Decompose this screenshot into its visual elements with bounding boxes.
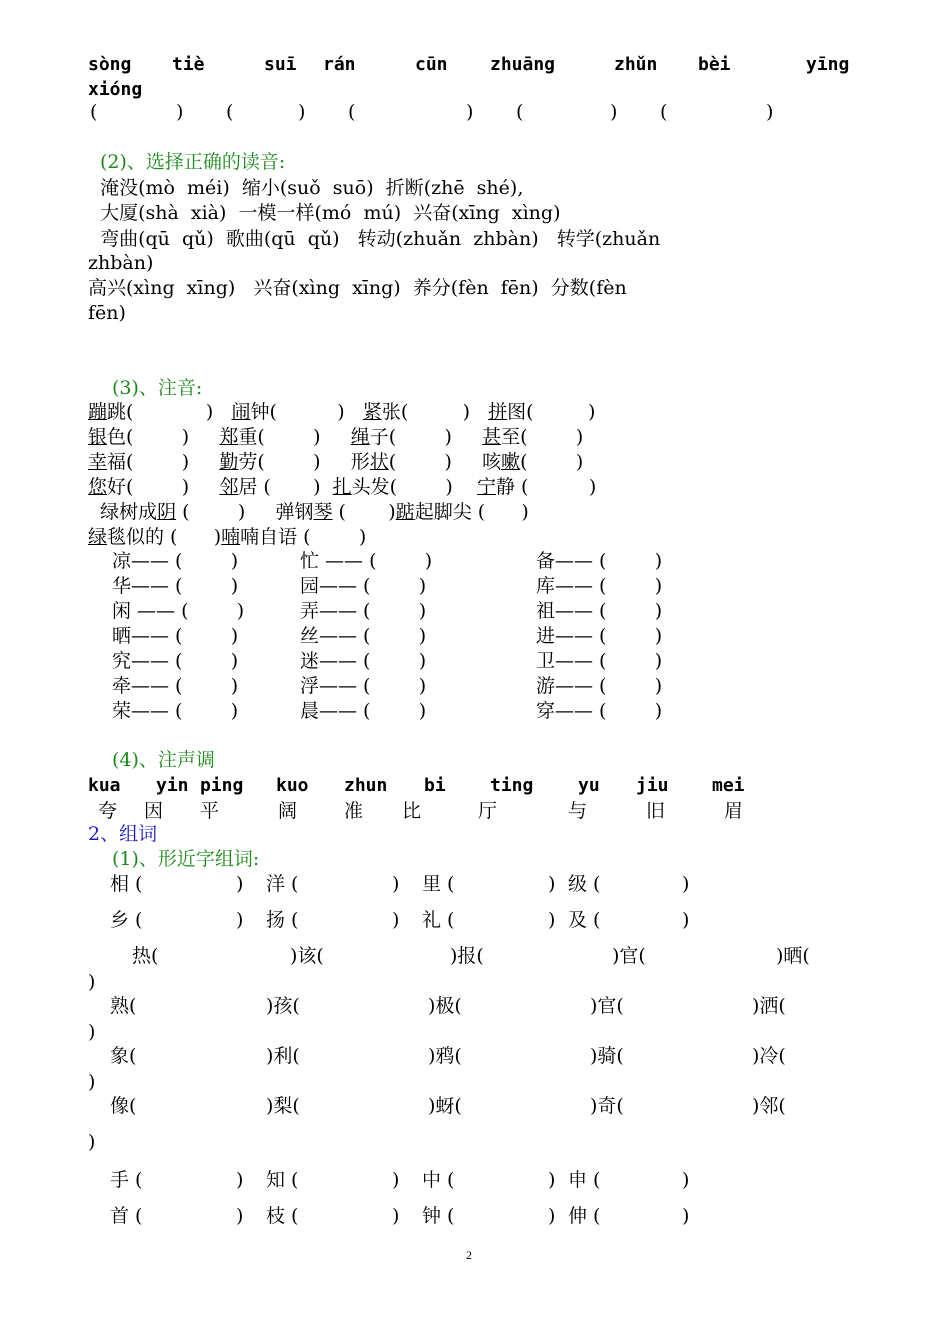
char-pair-item: 备—— ( ) bbox=[536, 550, 663, 572]
target-char: 拼 bbox=[488, 401, 508, 423]
zhuyin-text: ) bbox=[133, 451, 220, 473]
word-item: 热( bbox=[132, 945, 159, 967]
word-paren: ) bbox=[682, 1205, 690, 1227]
tone-pinyin: bi bbox=[424, 775, 446, 796]
word-item: 中 ( bbox=[422, 1169, 455, 1191]
word-item: 首 ( bbox=[110, 1205, 143, 1227]
target-char: 甚 bbox=[482, 426, 502, 448]
tone-char: 旧 bbox=[646, 800, 666, 822]
tone-pinyin: jiu bbox=[636, 775, 669, 796]
char-pair-item: 丝—— ( ) bbox=[300, 625, 427, 647]
answer-paren: ) bbox=[466, 101, 474, 123]
char-pair-item: 穿—— ( ) bbox=[536, 700, 663, 722]
char-pair-item: 迷—— ( ) bbox=[300, 650, 427, 672]
tone-char: 平 bbox=[200, 800, 220, 822]
zhuyin-text: 重( bbox=[238, 426, 265, 448]
target-char: 郑 bbox=[219, 426, 239, 448]
char-pair-item: 卫—— ( ) bbox=[536, 650, 663, 672]
pinyin-syllable: zhuāng bbox=[490, 54, 556, 75]
word-item: )鸦( bbox=[428, 1045, 462, 1067]
section-heading-reading: (2)、选择正确的读音: bbox=[100, 151, 286, 173]
zhuyin-row bbox=[88, 526, 366, 548]
section-heading-words: 2、组词 bbox=[88, 823, 158, 845]
tone-pinyin: ting bbox=[490, 775, 534, 796]
word-item: 礼 ( bbox=[422, 909, 455, 931]
char-pair-item: 进—— ( ) bbox=[536, 625, 663, 647]
subsection-heading-similar-chars: (1)、形近字组词: bbox=[112, 848, 260, 870]
word-item: 知 ( bbox=[266, 1169, 299, 1191]
zhuyin-row bbox=[88, 501, 529, 523]
word-item: 及 ( bbox=[568, 909, 601, 931]
zhuyin-text: 图( bbox=[507, 401, 534, 423]
zhuyin-text: 好( bbox=[107, 476, 134, 498]
word-paren: ) bbox=[236, 909, 244, 931]
zhuyin-text: 居 ( bbox=[238, 476, 271, 498]
tone-char: 与 bbox=[568, 800, 588, 822]
target-char: 踮 bbox=[395, 501, 415, 523]
char-pair-item: 游—— ( ) bbox=[536, 675, 663, 697]
target-char: 琴 bbox=[313, 501, 333, 523]
zhuyin-text: ) bbox=[133, 401, 232, 423]
word-item: 枝 ( bbox=[266, 1205, 299, 1227]
answer-paren: ) bbox=[298, 101, 306, 123]
reading-choice-line: 淹没(mò méi) 缩小(suǒ suō) 折断(zhē shé), bbox=[88, 177, 524, 199]
tone-pinyin: kua bbox=[88, 775, 121, 796]
zhuyin-text: ) bbox=[264, 426, 351, 448]
target-char: 宁 bbox=[476, 476, 496, 498]
zhuyin-text: ) bbox=[528, 476, 597, 498]
zhuyin-text: 色( bbox=[107, 426, 134, 448]
char-pair-item: 华—— ( ) bbox=[112, 575, 239, 597]
target-char: 您 bbox=[88, 476, 108, 498]
word-item: 乡 ( bbox=[110, 909, 143, 931]
zhuyin-row bbox=[88, 451, 583, 473]
word-paren: ) bbox=[88, 1131, 96, 1153]
target-char: 紧 bbox=[362, 401, 382, 423]
word-item: 钟 ( bbox=[422, 1205, 455, 1227]
zhuyin-text: ) bbox=[485, 501, 529, 523]
answer-paren: ) bbox=[610, 101, 618, 123]
word-paren: ) bbox=[88, 971, 96, 993]
word-paren: ) bbox=[236, 873, 244, 895]
zhuyin-row bbox=[88, 426, 583, 448]
reading-choice-line: fēn) bbox=[88, 302, 126, 324]
target-char: 阴 bbox=[157, 501, 177, 523]
word-item: )奇( bbox=[590, 1095, 624, 1117]
tone-char: 眉 bbox=[724, 800, 744, 822]
target-char: 绿 bbox=[88, 526, 108, 548]
char-pair-item: 晒—— ( ) bbox=[112, 625, 239, 647]
zhuyin-text: ) bbox=[533, 401, 596, 423]
word-paren: ) bbox=[236, 1205, 244, 1227]
zhuyin-text: ) bbox=[527, 451, 584, 473]
tone-pinyin: zhun bbox=[344, 775, 388, 796]
zhuyin-text: 绿树成 bbox=[88, 501, 158, 523]
word-paren: ) bbox=[682, 1169, 690, 1191]
zhuyin-text: 毯似的 ( bbox=[107, 526, 178, 548]
pinyin-syllable: suī bbox=[264, 54, 297, 75]
tone-char: 阔 bbox=[278, 800, 298, 822]
word-paren: ) bbox=[392, 1205, 400, 1227]
word-item: 洋 ( bbox=[266, 873, 299, 895]
word-paren: ) bbox=[236, 1169, 244, 1191]
zhuyin-text: ( bbox=[176, 501, 190, 523]
target-char: 勤 bbox=[219, 451, 239, 473]
char-pair-item: 祖—— ( ) bbox=[536, 600, 663, 622]
zhuyin-text: ) bbox=[310, 526, 367, 548]
answer-paren: ( bbox=[90, 101, 98, 123]
zhuyin-text: ) bbox=[396, 426, 483, 448]
pinyin-syllable: cūn bbox=[415, 54, 448, 75]
tone-pinyin: kuo bbox=[276, 775, 309, 796]
zhuyin-text: ) 弹钢 bbox=[189, 501, 314, 523]
zhuyin-text: 至( bbox=[501, 426, 528, 448]
char-pair-item: 园—— ( ) bbox=[300, 575, 427, 597]
word-paren: ) bbox=[392, 1169, 400, 1191]
word-paren: ) bbox=[548, 1205, 556, 1227]
word-paren: ) bbox=[392, 909, 400, 931]
zhuyin-text: ) bbox=[276, 401, 363, 423]
target-char: 银 bbox=[88, 426, 108, 448]
word-paren: ) bbox=[682, 873, 690, 895]
reading-choice-line: 大厦(shà xià) 一模一样(mó mú) 兴奋(xīng xìng) bbox=[88, 202, 561, 224]
answer-paren: ( bbox=[516, 101, 524, 123]
zhuyin-text: 头发( bbox=[351, 476, 398, 498]
zhuyin-text: ) bbox=[397, 476, 477, 498]
zhuyin-text: ) bbox=[527, 426, 584, 448]
word-item: )梨( bbox=[266, 1095, 300, 1117]
answer-paren: ) bbox=[176, 101, 184, 123]
word-item: )极( bbox=[428, 995, 462, 1017]
word-item: )该( bbox=[290, 945, 324, 967]
zhuyin-text: 静 ( bbox=[495, 476, 529, 498]
zhuyin-text: ) bbox=[408, 401, 489, 423]
zhuyin-text: ) bbox=[270, 476, 333, 498]
zhuyin-text: 喃自语 ( bbox=[240, 526, 311, 548]
zhuyin-text: 起脚尖 ( bbox=[414, 501, 486, 523]
char-pair-item: 闲 —— ( ) bbox=[112, 600, 245, 622]
word-item: 伸 ( bbox=[568, 1205, 601, 1227]
word-item: )官( bbox=[590, 995, 624, 1017]
word-paren: ) bbox=[88, 1021, 96, 1043]
zhuyin-text: 劳( bbox=[238, 451, 265, 473]
page-number: 2 bbox=[466, 1248, 472, 1262]
word-item: 扬 ( bbox=[266, 909, 299, 931]
tone-pinyin: mei bbox=[712, 775, 745, 796]
tone-pinyin: yu bbox=[578, 775, 600, 796]
pinyin-syllable: sòng bbox=[88, 54, 132, 75]
pinyin-syllable: bèi bbox=[698, 54, 731, 75]
answer-paren: ) bbox=[766, 101, 774, 123]
zhuyin-text: 跳( bbox=[107, 401, 134, 423]
word-paren: ) bbox=[88, 1071, 96, 1093]
word-item: )晒( bbox=[776, 945, 810, 967]
tone-pinyin: yin bbox=[156, 775, 189, 796]
zhuyin-row bbox=[88, 476, 596, 498]
answer-paren: ( bbox=[348, 101, 356, 123]
zhuyin-text: 钟( bbox=[250, 401, 277, 423]
answer-paren: ( bbox=[660, 101, 668, 123]
target-char: 扎 bbox=[332, 476, 352, 498]
zhuyin-row bbox=[88, 401, 595, 423]
tone-pinyin: ping bbox=[200, 775, 244, 796]
char-pair-item: 牵—— ( ) bbox=[112, 675, 239, 697]
word-item: )利( bbox=[266, 1045, 300, 1067]
zhuyin-text: ) 形 bbox=[264, 451, 370, 473]
pinyin-syllable: rán bbox=[323, 54, 356, 75]
word-item: 申 ( bbox=[568, 1169, 601, 1191]
zhuyin-text: ) bbox=[133, 426, 220, 448]
zhuyin-text: ) bbox=[133, 476, 220, 498]
word-item: )孩( bbox=[266, 995, 300, 1017]
zhuyin-text: ) bbox=[177, 526, 222, 548]
tone-char: 比 bbox=[402, 800, 422, 822]
pinyin-syllable: tiè bbox=[172, 54, 205, 75]
char-pair-item: 浮—— ( ) bbox=[300, 675, 427, 697]
word-paren: ) bbox=[392, 873, 400, 895]
word-item: 里 ( bbox=[422, 873, 455, 895]
tone-char: 夸 bbox=[98, 800, 118, 822]
word-paren: ) bbox=[548, 909, 556, 931]
reading-choice-line: zhbàn) bbox=[88, 252, 154, 274]
word-item: )蚜( bbox=[428, 1095, 462, 1117]
tone-char: 因 bbox=[144, 800, 164, 822]
target-char: 嗽 bbox=[501, 451, 521, 473]
zhuyin-text: ) bbox=[345, 501, 396, 523]
target-char: 邻 bbox=[219, 476, 239, 498]
reading-choice-line: 弯曲(qū qǔ) 歌曲(qū qǔ) 转动(zhuǎn zhbàn) 转学(zhuǎn bbox=[88, 228, 661, 250]
tone-char: 厅 bbox=[478, 800, 498, 822]
char-pair-item: 凉—— ( ) bbox=[112, 550, 239, 572]
word-item: )冷( bbox=[752, 1045, 786, 1067]
reading-choice-line: 高兴(xìng xīng) 兴奋(xìng xīng) 养分(fèn fēn) 分数(fèn bbox=[88, 277, 627, 299]
target-char: 蹦 bbox=[88, 401, 108, 423]
word-item: )洒( bbox=[752, 995, 786, 1017]
word-item: 熟( bbox=[110, 995, 137, 1017]
pinyin-syllable: zhǔn bbox=[614, 54, 658, 75]
target-char: 绳 bbox=[350, 426, 370, 448]
word-item: 相 ( bbox=[110, 873, 143, 895]
pinyin-syllable: xióng bbox=[88, 79, 143, 100]
word-paren: ) bbox=[548, 873, 556, 895]
target-char: 状 bbox=[369, 451, 389, 473]
word-item: 像( bbox=[110, 1095, 137, 1117]
word-item: )官( bbox=[612, 945, 646, 967]
zhuyin-text: 张( bbox=[381, 401, 409, 423]
char-pair-item: 荣—— ( ) bbox=[112, 700, 239, 722]
zhuyin-text: 福( bbox=[107, 451, 134, 473]
section-heading-tone: (4)、注声调 bbox=[112, 749, 215, 771]
char-pair-item: 究—— ( ) bbox=[112, 650, 239, 672]
target-char: 喃 bbox=[221, 526, 241, 548]
word-paren: ) bbox=[548, 1169, 556, 1191]
word-paren: ) bbox=[682, 909, 690, 931]
word-item: )报( bbox=[450, 945, 484, 967]
target-char: 闹 bbox=[231, 401, 251, 423]
section-heading-zhuyin: (3)、注音: bbox=[112, 377, 203, 399]
zhuyin-text: ( bbox=[332, 501, 346, 523]
answer-paren: ( bbox=[226, 101, 234, 123]
tone-char: 准 bbox=[344, 800, 364, 822]
word-item: )骑( bbox=[590, 1045, 624, 1067]
word-item: 级 ( bbox=[568, 873, 601, 895]
char-pair-item: 晨—— ( ) bbox=[300, 700, 427, 722]
char-pair-item: 忙 —— ( ) bbox=[300, 550, 433, 572]
char-pair-item: 弄—— ( ) bbox=[300, 600, 427, 622]
char-pair-item: 库—— ( ) bbox=[536, 575, 663, 597]
zhuyin-text: ( bbox=[520, 451, 528, 473]
word-item: 手 ( bbox=[110, 1169, 143, 1191]
word-item: 象( bbox=[110, 1045, 137, 1067]
word-item: )邻( bbox=[752, 1095, 786, 1117]
zhuyin-text: 子( bbox=[369, 426, 397, 448]
zhuyin-text: ) 咳 bbox=[396, 451, 502, 473]
target-char: 幸 bbox=[88, 451, 108, 473]
pinyin-syllable: yīng bbox=[806, 54, 850, 75]
zhuyin-text: ( bbox=[388, 451, 397, 473]
